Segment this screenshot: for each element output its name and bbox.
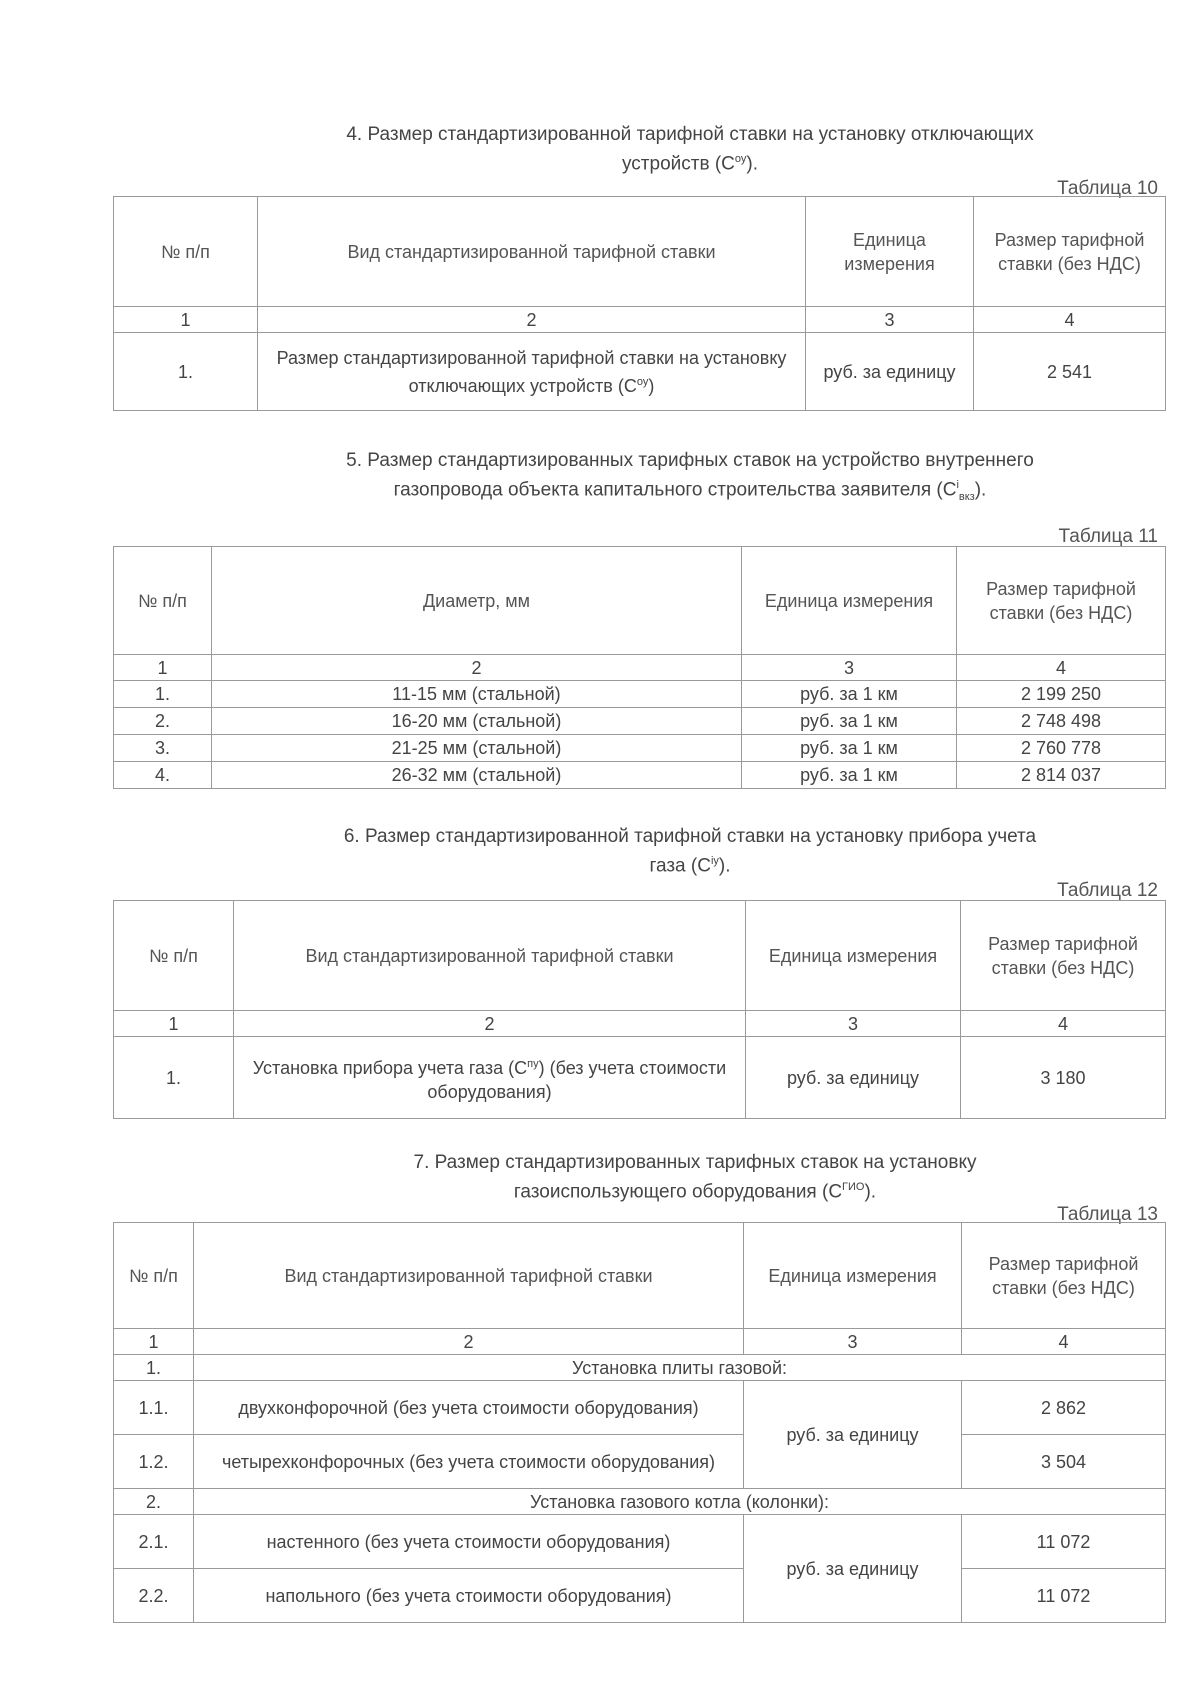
section-6-heading-line1: 6. Размер стандартизированной тарифной ставки на установку прибора учета xyxy=(343,826,1037,847)
table-11-row-value: 2 748 498 xyxy=(957,708,1166,735)
table-11-row-unit: руб. за 1 км xyxy=(742,762,957,789)
table-12-header-unit: Единица измерения xyxy=(746,901,961,1011)
table-12-header-rate: Размер тарифной ставки (без НДС) xyxy=(961,901,1166,1011)
table-11-header-rate: Размер тарифной ставки (без НДС) xyxy=(957,547,1166,655)
table-13-group2-title: Установка газового котла (колонки): xyxy=(194,1489,1166,1515)
table-row xyxy=(114,1515,1166,1569)
table-11-row-value: 2 814 037 xyxy=(957,762,1166,789)
table-13-group1-title: Установка плиты газовой: xyxy=(194,1355,1166,1381)
table-row xyxy=(114,1037,1166,1119)
section-6-heading xyxy=(230,824,1150,878)
table-12-row1-desc-text: Установка прибора учета газа (С xyxy=(252,1057,528,1078)
table-11-row-value: 2 760 778 xyxy=(957,735,1166,762)
table-10-colnum: 4 xyxy=(974,307,1166,333)
table-13-group1-unit: руб. за единицу xyxy=(744,1381,962,1489)
table-13 xyxy=(113,1222,1166,1623)
table-12-row1-desc-end: ) (без учета стоимости оборудования) xyxy=(427,1057,727,1102)
table-12-row1-unit: руб. за единицу xyxy=(746,1037,961,1119)
table-row xyxy=(114,333,1166,411)
table-13-colnum: 2 xyxy=(194,1329,744,1355)
table-13-colnum: 4 xyxy=(962,1329,1166,1355)
table-10-label: Таблица 10 xyxy=(1057,178,1158,199)
table-13-header-type: Вид стандартизированной тарифной ставки xyxy=(194,1223,744,1329)
section-7-heading-line1: 7. Размер стандартизированных тарифных ставок на установку xyxy=(413,1152,977,1173)
table-10-row1-num: 1. xyxy=(114,333,258,411)
table-row xyxy=(114,1355,1166,1381)
table-13-row-value: 3 504 xyxy=(962,1435,1166,1489)
table-10-header-num: № п/п xyxy=(114,197,258,307)
table-10-colnum: 2 xyxy=(258,307,806,333)
table-12-header-type: Вид стандартизированной тарифной ставки xyxy=(234,901,746,1011)
section-6-heading-text: газа (С xyxy=(649,855,711,877)
table-13-row-num: 2.1. xyxy=(114,1515,194,1569)
section-5-heading-line1: 5. Размер стандартизированных тарифных ставок на устройство внутреннего xyxy=(346,450,1034,471)
table-11-row-value: 2 199 250 xyxy=(957,681,1166,708)
table-11-row-diameter: 11-15 мм (стальной) xyxy=(212,681,742,708)
table-row xyxy=(114,1381,1166,1435)
table-11-label: Таблица 11 xyxy=(1058,526,1158,547)
table-11-header-unit: Единица измерения xyxy=(742,547,957,655)
table-row xyxy=(114,708,1166,735)
table-13-row-num: 1.2. xyxy=(114,1435,194,1489)
table-13-header-num: № п/п xyxy=(114,1223,194,1329)
table-13-colnum: 1 xyxy=(114,1329,194,1355)
section-4-heading-text: устройств (С xyxy=(622,153,735,175)
table-11-header-num: № п/п xyxy=(114,547,212,655)
section-5-heading-sub: вкз xyxy=(958,491,975,504)
table-11-row-unit: руб. за 1 км xyxy=(742,681,957,708)
section-5-heading-text: газопровода объекта капитального строительства заявителя (С xyxy=(393,479,957,501)
table-11-row-num: 1. xyxy=(114,681,212,708)
table-12-colnum: 1 xyxy=(114,1011,234,1037)
table-row xyxy=(114,762,1166,789)
table-10-header-unit: Единица измерения xyxy=(806,197,974,307)
section-5-heading-line2 xyxy=(230,473,1150,510)
table-12 xyxy=(113,900,1166,1119)
table-10-header-type: Вид стандартизированной тарифной ставки xyxy=(258,197,806,307)
table-13-row-desc: двухконфорочной (без учета стоимости оборудования) xyxy=(194,1381,744,1435)
table-13-group2-unit: руб. за единицу xyxy=(744,1515,962,1623)
table-11-row-diameter: 21-25 мм (стальной) xyxy=(212,735,742,762)
table-11-row-diameter: 26-32 мм (стальной) xyxy=(212,762,742,789)
section-6-heading-line2 xyxy=(230,849,1150,878)
table-11-row-num: 4. xyxy=(114,762,212,789)
table-10 xyxy=(113,196,1166,411)
table-13-colnum: 3 xyxy=(744,1329,962,1355)
section-4-heading-sup: оу xyxy=(734,153,747,165)
table-12-colnum: 2 xyxy=(234,1011,746,1037)
table-11-row-diameter: 16-20 мм (стальной) xyxy=(212,708,742,735)
table-13-row-value: 11 072 xyxy=(962,1515,1166,1569)
table-13-row-desc: четырехконфорочных (без учета стоимости оборудования) xyxy=(194,1435,744,1489)
table-10-header-rate: Размер тарифной ставки (без НДС) xyxy=(974,197,1166,307)
table-12-row1-desc-sup: пу xyxy=(527,1057,539,1070)
table-row xyxy=(114,1489,1166,1515)
section-6-heading-sup: iу xyxy=(710,855,719,867)
section-7-heading-end: ). xyxy=(864,1181,877,1203)
table-12-row1-num: 1. xyxy=(114,1037,234,1119)
section-5-heading xyxy=(230,448,1150,510)
table-10-colnum: 3 xyxy=(806,307,974,333)
section-4-heading-line1: 4. Размер стандартизированной тарифной ставки на установку отключающих xyxy=(346,124,1034,145)
table-11-row-unit: руб. за 1 км xyxy=(742,735,957,762)
section-4-heading-end: ). xyxy=(746,153,758,175)
table-13-row-value: 2 862 xyxy=(962,1381,1166,1435)
table-11-row-unit: руб. за 1 км xyxy=(742,708,957,735)
table-13-group2-num: 2. xyxy=(114,1489,194,1515)
table-10-row1-value: 2 541 xyxy=(974,333,1166,411)
section-5-heading-sup: i xyxy=(956,479,959,491)
table-row xyxy=(114,735,1166,762)
section-4-heading-line2 xyxy=(230,147,1150,176)
table-11-row-num: 3. xyxy=(114,735,212,762)
table-13-row-desc: настенного (без учета стоимости оборудования) xyxy=(194,1515,744,1569)
table-12-colnum: 3 xyxy=(746,1011,961,1037)
table-11 xyxy=(113,546,1166,789)
table-12-row1-value: 3 180 xyxy=(961,1037,1166,1119)
table-13-row-num: 2.2. xyxy=(114,1569,194,1623)
table-11-colnum: 3 xyxy=(742,655,957,681)
table-12-colnum: 4 xyxy=(961,1011,1166,1037)
table-10-row1-desc xyxy=(258,333,806,411)
table-10-row1-unit: руб. за единицу xyxy=(806,333,974,411)
table-11-colnum: 4 xyxy=(957,655,1166,681)
table-12-label: Таблица 12 xyxy=(1057,880,1158,901)
table-13-row-num: 1.1. xyxy=(114,1381,194,1435)
section-7-heading-text: газоиспользующего оборудования (С xyxy=(513,1181,843,1203)
table-10-colnum: 1 xyxy=(114,307,258,333)
section-6-heading-end: ). xyxy=(718,855,731,877)
table-13-row-desc: напольного (без учета стоимости оборудования) xyxy=(194,1569,744,1623)
table-10-row1-desc-end: ) xyxy=(648,375,655,396)
table-13-header-unit: Единица измерения xyxy=(744,1223,962,1329)
table-11-colnum: 2 xyxy=(212,655,742,681)
table-13-row-value: 11 072 xyxy=(962,1569,1166,1623)
table-row xyxy=(114,1569,1166,1623)
table-13-label: Таблица 13 xyxy=(1057,1204,1158,1225)
table-10-row1-desc-sup: оу xyxy=(636,375,649,388)
table-10-row1-desc-text: Размер стандартизированной тарифной ставки на установку отключающих устройств (С xyxy=(276,347,787,396)
section-5-heading-end: ). xyxy=(974,479,987,501)
table-11-colnum: 1 xyxy=(114,655,212,681)
section-4-heading xyxy=(230,122,1150,176)
table-12-row1-desc xyxy=(234,1037,746,1119)
table-13-header-rate: Размер тарифной ставки (без НДС) xyxy=(962,1223,1166,1329)
section-7-heading-line2 xyxy=(260,1175,1130,1204)
table-13-group1-num: 1. xyxy=(114,1355,194,1381)
table-12-header-num: № п/п xyxy=(114,901,234,1011)
table-11-row-num: 2. xyxy=(114,708,212,735)
table-row xyxy=(114,681,1166,708)
section-7-heading xyxy=(260,1150,1130,1204)
section-7-heading-sup: ГИО xyxy=(842,1181,865,1193)
table-11-header-diameter: Диаметр, мм xyxy=(212,547,742,655)
table-row xyxy=(114,1435,1166,1489)
